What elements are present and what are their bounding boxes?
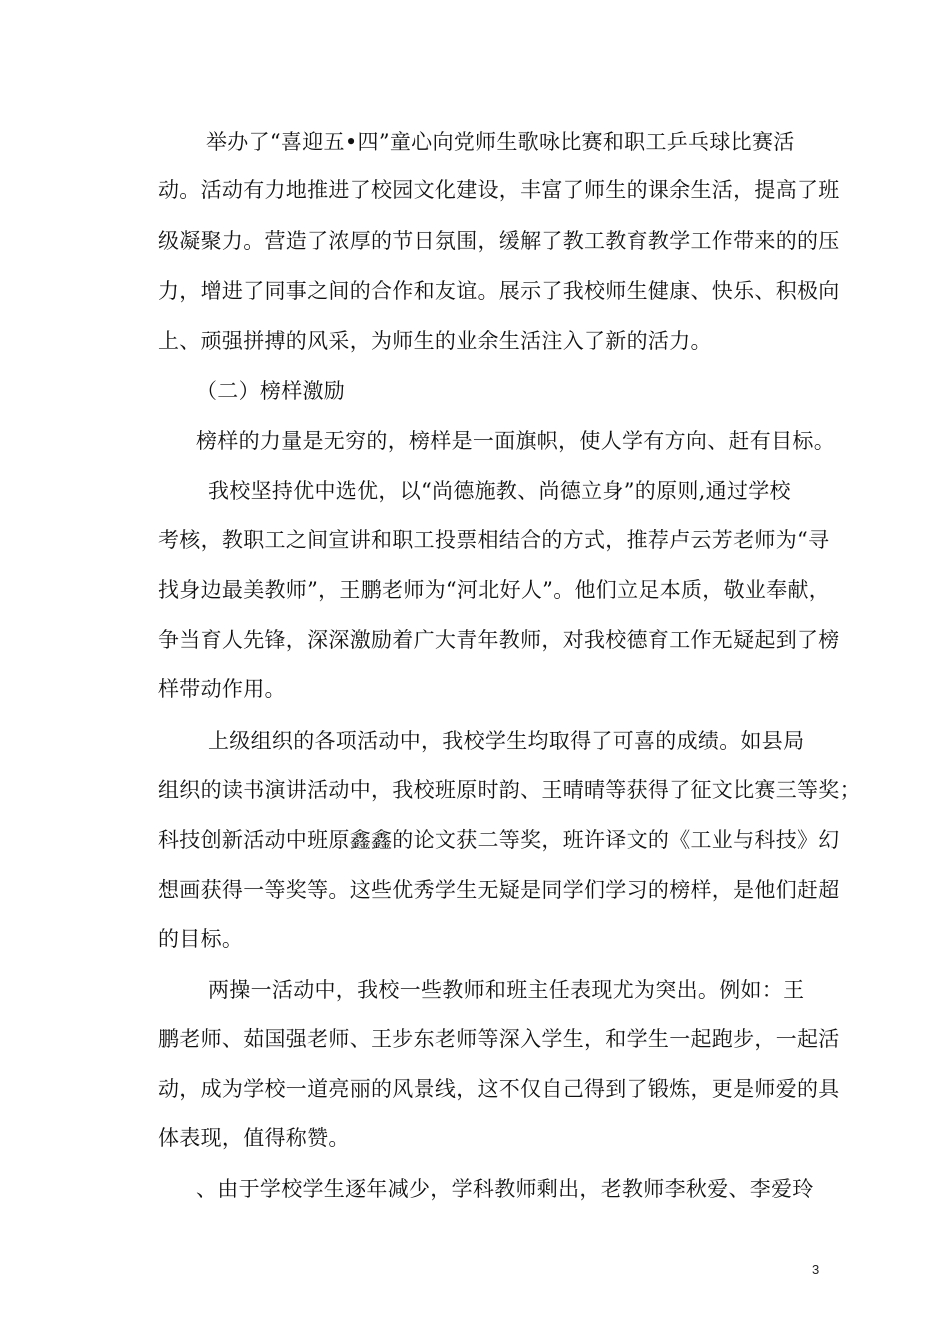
text-line: 组织的读书演讲活动中，我校班原时韵、王晴晴等获得了征文比赛三等奖； bbox=[158, 778, 861, 802]
page-number: 3 bbox=[812, 1262, 820, 1277]
text-line: 举办了“喜迎五•四”童心向党师生歌咏比赛和职工乒乓球比赛活 bbox=[206, 130, 795, 154]
text-line: 样带动作用。 bbox=[158, 677, 286, 701]
text-line: 动。活动有力地推进了校园文化建设，丰富了师生的课余生活，提高了班 bbox=[158, 178, 840, 202]
section-heading: （二）榜样激励 bbox=[196, 379, 346, 403]
text-line: 体表现，值得称赞。 bbox=[158, 1126, 350, 1150]
text-line: 想画获得一等奖等。这些优秀学生无疑是同学们学习的榜样，是他们赶超 bbox=[158, 878, 840, 902]
text-line: 找身边最美教师”，王鹏老师为“河北好人”。他们立足本质，敬业奉献， bbox=[158, 578, 831, 602]
text-line: 上级组织的各项活动中，我校学生均取得了可喜的成绩。如县局 bbox=[208, 729, 805, 753]
text-line: 的目标。 bbox=[158, 927, 244, 951]
text-line: 力，增进了同事之间的合作和友谊。展示了我校师生健康、快乐、积极向 bbox=[158, 279, 840, 303]
text-line: 我校坚持优中选优，以“尚德施教、尚德立身”的原则,通过学校 bbox=[208, 479, 791, 503]
text-line: 榜样的力量是无穷的，榜样是一面旗帜，使人学有方向、赶有目标。 bbox=[196, 429, 835, 453]
text-line: 鹏老师、茹国强老师、王步东老师等深入学生，和学生一起跑步，一起活 bbox=[158, 1027, 840, 1051]
text-line: 科技创新活动中班原鑫鑫的论文获二等奖，班许译文的《工业与科技》幻 bbox=[158, 828, 840, 852]
text-line: 动，成为学校一道亮丽的风景线，这不仅自己得到了锻炼，更是师爱的具 bbox=[158, 1077, 840, 1101]
text-line: 考核，教职工之间宣讲和职工投票相结合的方式，推荐卢云芳老师为“寻 bbox=[158, 528, 830, 552]
text-line: 、由于学校学生逐年减少，学科教师剩出，老教师李秋爱、李爱玲 bbox=[196, 1177, 814, 1201]
text-line: 两操一活动中，我校一些教师和班主任表现尤为突出。例如：王 bbox=[208, 978, 805, 1002]
text-line: 级凝聚力。营造了浓厚的节日氛围，缓解了教工教育教学工作带来的的压 bbox=[158, 229, 840, 253]
text-line: 争当育人先锋，深深激励着广大青年教师，对我校德育工作无疑起到了榜 bbox=[158, 628, 840, 652]
text-line: 上、顽强拼搏的风采，为师生的业余生活注入了新的活力。 bbox=[158, 329, 712, 353]
